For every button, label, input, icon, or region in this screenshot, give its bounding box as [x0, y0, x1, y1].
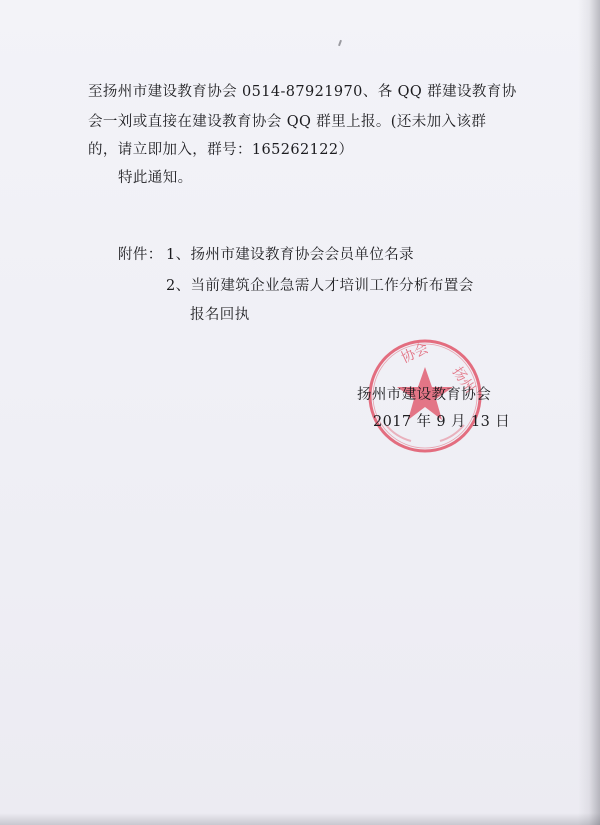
closing-text: 特此通知。: [118, 170, 193, 186]
body-line-3: 的，请立即加入，群号：165262122）: [88, 142, 354, 158]
scan-bottom-shadow: [0, 813, 600, 825]
seal-text-top: 协会: [398, 340, 432, 367]
body-line-1: 至扬州市建设教育协会 0514-87921970、各 QQ 群建设教育协: [88, 84, 517, 100]
seal-text-right: 扬州: [448, 364, 478, 397]
body-line-2: 会一刘或直接在建设教育协会 QQ 群里上报。(还未加入该群: [88, 114, 487, 130]
signature-organization: 扬州市建设教育协会: [357, 387, 492, 403]
scan-speck: [338, 40, 342, 46]
scan-edge-shadow: [578, 0, 600, 825]
signature-date: 2017 年 9 月 13 日: [373, 414, 511, 430]
attachment-item-2: 2、当前建筑企业急需人才培训工作分析布置会: [166, 278, 474, 294]
attachments-label: 附件：: [118, 247, 163, 263]
attachment-item-1: 1、扬州市建设教育协会会员单位名录: [166, 247, 415, 263]
attachment-item-2-cont: 报名回执: [190, 307, 250, 323]
